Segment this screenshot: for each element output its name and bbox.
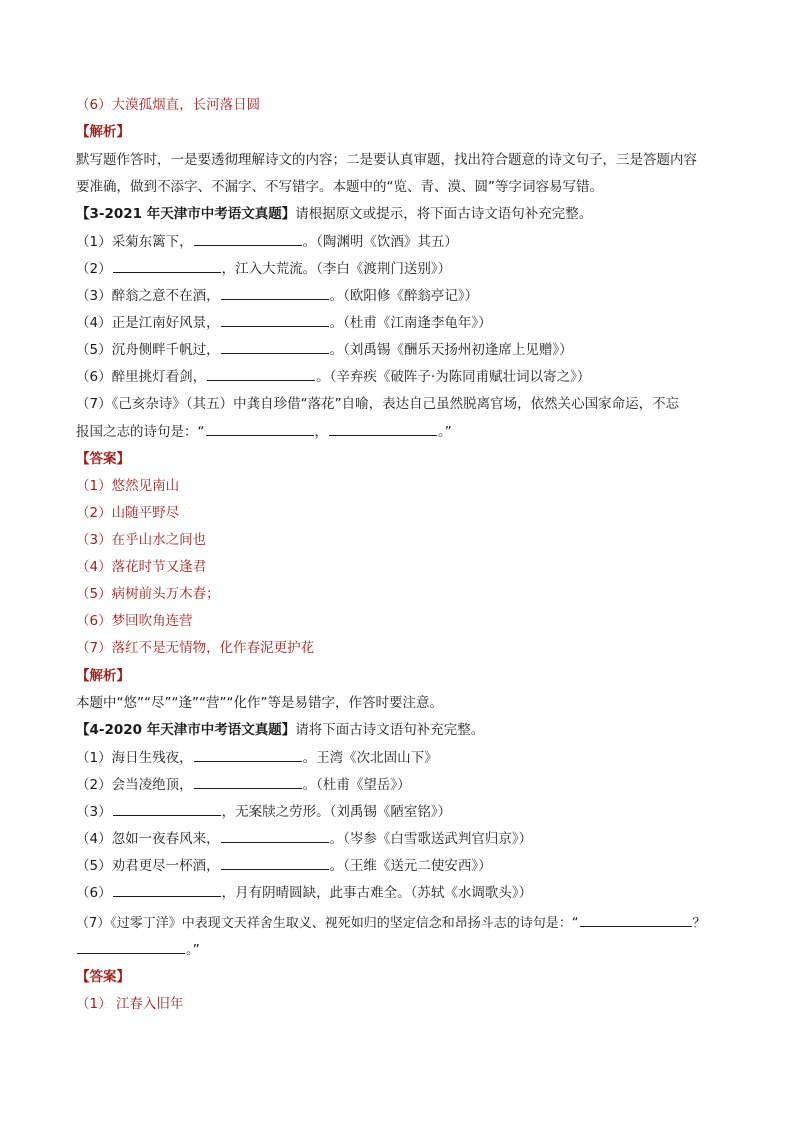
analysis-text: 本题中“悠”“尽”“逢”“营”“化作”等是易错字，作答时要注意。 xyxy=(76,695,443,711)
item-separator: ？ xyxy=(692,916,706,931)
item-suffix: 。” xyxy=(438,424,452,440)
fill-blank xyxy=(207,366,315,381)
item-prefix: （1）采菊东篱下， xyxy=(76,234,193,250)
item-prefix: （6） xyxy=(76,885,112,901)
answer-line: （1） 江春入旧年 xyxy=(76,996,184,1012)
fill-blank xyxy=(113,801,221,816)
question-3-title: 【3-2021 年天津市中考语文真题】 xyxy=(76,206,296,222)
question-4-instruction: 请将下面古诗文语句补充完整。 xyxy=(295,722,485,738)
question-4-item-7-line-2 xyxy=(76,939,200,960)
answer-line: （2）山随平野尽 xyxy=(76,505,180,521)
item-prefix: （1）海日生残夜， xyxy=(76,750,193,766)
fill-blank xyxy=(194,231,302,246)
item-prefix: （6）醉里挑灯看剑， xyxy=(76,369,207,385)
item-prefix: （3） xyxy=(76,804,112,820)
item-prefix: （5）劝君更尽一杯酒， xyxy=(76,858,220,874)
answer-line: （5）病树前头万木春； xyxy=(76,586,220,602)
item-prefix: （4）正是江南好风景， xyxy=(76,315,220,331)
question-4-header xyxy=(76,720,484,740)
fill-blank xyxy=(221,828,329,843)
item-prefix: （2） xyxy=(76,261,112,277)
question-4-item xyxy=(76,801,451,822)
answer-line: （6）梦回吹角连营 xyxy=(76,613,193,629)
item-prefix: 报国之志的诗句是：“ xyxy=(76,424,205,440)
item-suffix: 。（杜甫《江南逢李龟年》） xyxy=(329,315,492,331)
fill-blank xyxy=(221,312,329,327)
fill-blank xyxy=(221,855,329,870)
item-prefix: （4）忽如一夜春风来， xyxy=(76,831,220,847)
item-prefix: （7）《过零丁洋》中表现文天祥舍生取义、视死如归的坚定信念和昂扬斗志的诗句是：“ xyxy=(76,916,579,931)
item-suffix: 。” xyxy=(186,942,200,958)
question-3-item xyxy=(76,339,573,360)
question-3-item xyxy=(76,231,458,252)
answer-line: （1）悠然见南山 xyxy=(76,478,180,494)
question-4-item xyxy=(76,855,492,876)
fill-blank xyxy=(580,912,692,927)
item-suffix: 。（陶渊明《饮酒》其五） xyxy=(302,234,458,250)
item-suffix: 。（王维《送元二使安西》） xyxy=(329,858,492,874)
answer-heading: 【答案】 xyxy=(76,969,130,985)
item-suffix: 。（岑参《白雪歌送武判官归京》） xyxy=(329,831,533,847)
question-3-item-7-line-2 xyxy=(76,421,452,442)
item-suffix: 。（杜甫《望岳》） xyxy=(302,777,411,793)
fill-blank xyxy=(206,421,314,436)
question-3-item xyxy=(76,366,590,387)
item-suffix: 。（辛弃疾《破阵子·为陈同甫赋壮词以寄之》） xyxy=(316,369,591,385)
fill-blank xyxy=(194,774,302,789)
item-suffix: 。（欧阳修《醉翁亭记》） xyxy=(329,288,479,304)
analysis-heading: 【解析】 xyxy=(76,124,130,140)
fill-blank xyxy=(221,339,329,354)
item-suffix: 。王湾《次北固山下》 xyxy=(302,750,438,766)
analysis-heading: 【解析】 xyxy=(76,668,130,684)
answer-heading: 【答案】 xyxy=(76,451,130,467)
question-4-item xyxy=(76,774,411,795)
question-3-instruction: 请根据原文或提示，将下面古诗文语句补充完整。 xyxy=(295,206,593,222)
answer-line-6: （6）大漠孤烟直，长河落日圆 xyxy=(76,97,261,113)
question-4-item xyxy=(76,747,438,768)
item-prefix: （2）会当凌绝顶， xyxy=(76,777,193,793)
question-3-item xyxy=(76,285,478,306)
item-suffix: ，江入大荒流。（李白《渡荆门送别》） xyxy=(221,261,452,277)
answer-line: （4）落花时节又逢君 xyxy=(76,559,207,575)
question-4-item-7-line-1 xyxy=(76,912,706,934)
analysis-text-line-1: 默写题作答时，一是要透彻理解诗文的内容；二是要认真审题，找出符合题意的诗文句子，三是答题内容 xyxy=(76,152,697,168)
question-3-item-7-line-1: （7）《己亥杂诗》（其五）中龚自珍借“落花”自喻，表达自己虽然脱离官场，依然关心国家命运，不忘 xyxy=(76,396,680,412)
question-3-item xyxy=(76,312,492,333)
fill-blank xyxy=(329,421,437,436)
question-4-item xyxy=(76,828,532,849)
item-prefix: （5）沉舟侧畔千帆过， xyxy=(76,342,220,358)
question-4-title: 【4-2020 年天津市中考语文真题】 xyxy=(76,722,296,738)
question-4-item xyxy=(76,882,532,903)
fill-blank xyxy=(77,939,185,954)
item-suffix: ，月有阴晴圆缺，此事古难全。（苏轼《水调歌头》） xyxy=(221,885,533,901)
analysis-text-line-2: 要准确，做到不添字、不漏字、不写错字。本题中的“览、青、漠、圆”等字词容易写错。 xyxy=(76,179,603,195)
answer-line: （7）落红不是无情物，化作春泥更护花 xyxy=(76,640,315,656)
fill-blank xyxy=(113,882,221,897)
fill-blank xyxy=(194,747,302,762)
item-suffix: ，无案牍之劳形。（刘禹锡《陋室铭》） xyxy=(221,804,452,820)
answer-line: （3）在乎山水之间也 xyxy=(76,532,207,548)
fill-blank xyxy=(221,285,329,300)
item-suffix: 。（刘禹锡《酬乐天扬州初逢席上见赠》） xyxy=(329,342,573,358)
fill-blank xyxy=(113,258,221,273)
question-3-header xyxy=(76,204,592,224)
item-prefix: （3）醉翁之意不在酒， xyxy=(76,288,220,304)
item-separator: ， xyxy=(314,424,328,440)
question-3-item xyxy=(76,258,451,279)
